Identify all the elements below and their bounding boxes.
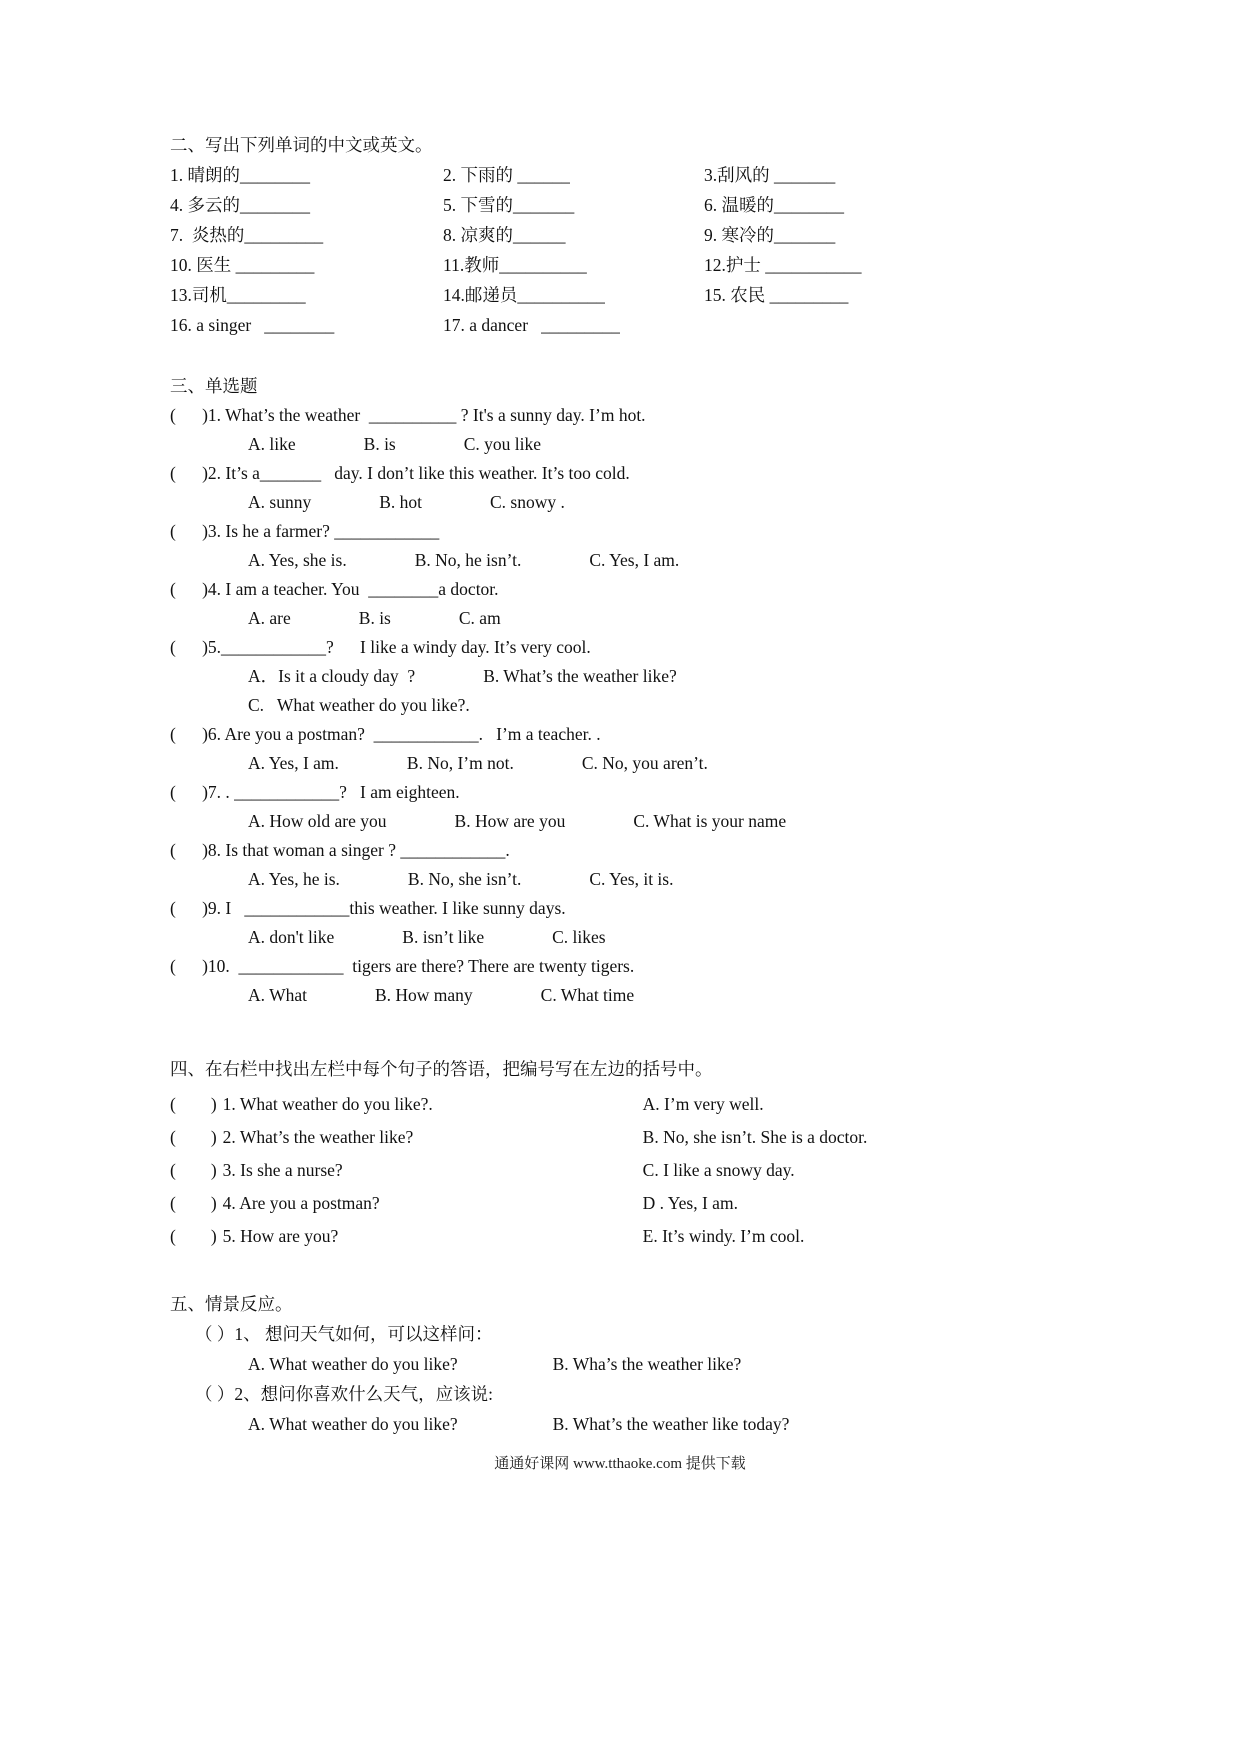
answer-option: B. Wha’s the weather like? (552, 1354, 742, 1374)
option-line (170, 662, 970, 691)
answer-option: A. Yes, she is. (248, 550, 347, 570)
section-vocabulary (170, 130, 970, 340)
mcq-question (170, 401, 970, 459)
match-question: 2. What’s the weather like? (222, 1127, 414, 1147)
scenario-question (170, 1379, 970, 1439)
question-stem-line (170, 575, 970, 604)
mcq-question (170, 952, 970, 1010)
vocab-item: 17. a dancer _________ (443, 315, 620, 335)
question-stem-line (170, 836, 970, 865)
option-line (170, 981, 970, 1010)
option-line (170, 807, 970, 836)
question-stem: 2. It’s a_______ day. I don’t like this weather. It’s too cold. (207, 463, 630, 483)
match-answer: C. I like a snowy day. (642, 1160, 795, 1180)
vocab-item: 12.护士 ___________ (704, 255, 862, 275)
section-multiple-choice (170, 372, 970, 1010)
question-stem-line (170, 894, 970, 923)
answer-bracket: ( ) (170, 521, 208, 541)
answer-option: C. Yes, I am. (589, 550, 680, 570)
question-stem: 9. I ____________this weather. I like sunny days. (207, 898, 566, 918)
document-content (170, 130, 970, 1439)
answer-bracket: ( ) (170, 1193, 217, 1213)
question-stem: 4. I am a teacher. You ________a doctor. (207, 579, 499, 599)
answer-bracket: ( ) (170, 782, 208, 802)
question-stem-line (170, 720, 970, 749)
vocab-item: 13.司机_________ (170, 285, 306, 305)
vocab-item: 7. 炎热的_________ (170, 225, 324, 245)
question-stem: 7. . ____________? I am eighteen. (207, 782, 460, 802)
option-line (170, 604, 970, 633)
question-stem: 5.____________? I like a windy day. It’s very cool. (207, 637, 591, 657)
vocab-item: 14.邮递员__________ (443, 285, 605, 305)
answer-bracket: ( ) (170, 840, 208, 860)
match-question: 5. How are you? (222, 1226, 339, 1246)
answer-option: C. What is your name (633, 811, 787, 831)
question-stem-line (170, 952, 970, 981)
mcq-question (170, 517, 970, 575)
vocabulary-list (170, 160, 970, 340)
answer-bracket: ( ) (170, 405, 208, 425)
option-line (170, 923, 970, 952)
answer-option: A. sunny (248, 492, 312, 512)
question-stem-line (170, 778, 970, 807)
answer-option: A. are (248, 608, 291, 628)
option-line (170, 1349, 970, 1379)
answer-option: B. What’s the weather like today? (552, 1414, 790, 1434)
answer-option: B. No, she isn’t. (407, 869, 522, 889)
answer-bracket: ( ) (170, 579, 208, 599)
matching-row (170, 1220, 970, 1253)
vocab-item: 15. 农民 _________ (704, 285, 849, 305)
section-vocabulary-title: 二、写出下列单词的中文或英文。 (170, 135, 433, 155)
question-stem-line (170, 1379, 970, 1409)
section-matching (170, 1054, 970, 1253)
section-matching-title: 四、在右栏中找出左栏中每个句子的答语，把编号写在左边的括号中。 (170, 1059, 713, 1079)
answer-option: B. No, I’m not. (406, 753, 514, 773)
scenario-question (170, 1319, 970, 1379)
question-stem-line (170, 459, 970, 488)
mcq-question (170, 720, 970, 778)
match-answer: B. No, she isn’t. She is a doctor. (642, 1127, 868, 1147)
question-stem-line (170, 1319, 970, 1349)
answer-option: C. likes (552, 927, 606, 947)
answer-option: A. What (248, 985, 307, 1005)
option-line (170, 488, 970, 517)
answer-option: C. snowy . (490, 492, 565, 512)
match-answer: D . Yes, I am. (642, 1193, 738, 1213)
answer-bracket: ( ) (170, 1160, 217, 1180)
answer-option: C. No, you aren’t. (581, 753, 708, 773)
option-line (170, 1409, 970, 1439)
answer-option: A. don't like (248, 927, 335, 947)
matching-row (170, 1154, 970, 1187)
vocab-item: 9. 寒冷的_______ (704, 225, 836, 245)
answer-option: B. No, he isn’t. (414, 550, 522, 570)
section-scenario (170, 1289, 970, 1439)
mcq-question (170, 894, 970, 952)
matching-row (170, 1187, 970, 1220)
answer-option: B. is (358, 608, 391, 628)
answer-option: A. Yes, I am. (248, 753, 339, 773)
answer-bracket: ( ) (170, 898, 208, 918)
question-stem: 6. Are you a postman? ____________. I’m a teacher. . (207, 724, 601, 744)
vocab-item: 8. 凉爽的______ (443, 225, 566, 245)
matching-row (170, 1088, 970, 1121)
mcq-question (170, 459, 970, 517)
mcq-question (170, 836, 970, 894)
vocab-item: 2. 下雨的 ______ (443, 165, 570, 185)
match-question: 3. Is she a nurse? (222, 1160, 343, 1180)
answer-option: C. am (458, 608, 501, 628)
answer-option: B. is (363, 434, 396, 454)
question-stem-line (170, 401, 970, 430)
answer-option: A. like (248, 434, 296, 454)
match-answer: A. I’m very well. (642, 1094, 764, 1114)
option-line (170, 749, 970, 778)
option-line (170, 691, 970, 720)
answer-option: A．Is it a cloudy day ? (248, 666, 416, 686)
answer-bracket: ( ) (170, 1127, 217, 1147)
option-line (170, 546, 970, 575)
option-line (170, 430, 970, 459)
match-answer: E. It’s windy. I’m cool. (642, 1226, 805, 1246)
answer-option: B. isn’t like (402, 927, 485, 947)
vocab-item: 11.教师__________ (443, 255, 587, 275)
answer-option: C. What weather do you like?. (248, 695, 470, 715)
answer-option: B. hot (379, 492, 422, 512)
matching-row (170, 1121, 970, 1154)
question-stem: 8. Is that woman a singer ? ____________. (207, 840, 510, 860)
option-line (170, 865, 970, 894)
mcq-question (170, 575, 970, 633)
answer-option: A. How old are you (248, 811, 387, 831)
answer-option: C. Yes, it is. (589, 869, 674, 889)
mcq-question (170, 778, 970, 836)
answer-option: A. Yes, he is. (248, 869, 340, 889)
match-question: 4. Are you a postman? (222, 1193, 380, 1213)
answer-option: A. What weather do you like? (248, 1414, 458, 1434)
section-scenario-title: 五、情景反应。 (170, 1294, 293, 1314)
answer-bracket: ( ) (170, 956, 208, 976)
section-multiple-choice-title: 三、单选题 (170, 376, 258, 396)
answer-option: A. What weather do you like? (248, 1354, 458, 1374)
vocab-item: 4. 多云的________ (170, 195, 310, 215)
answer-bracket: ( ) (170, 637, 208, 657)
answer-option: C. What time (540, 985, 635, 1005)
answer-bracket: （ ） (195, 1384, 235, 1404)
vocab-item: 3.刮风的 _______ (704, 165, 836, 185)
question-stem: 3. Is he a farmer? ____________ (207, 521, 440, 541)
question-stem-line (170, 517, 970, 546)
question-stem: 10. ____________ tigers are there? There are twenty tigers. (207, 956, 635, 976)
answer-bracket: ( ) (170, 463, 208, 483)
vocab-item: 1. 晴朗的________ (170, 165, 310, 185)
vocab-item: 5. 下雪的_______ (443, 195, 575, 215)
question-stem-line (170, 633, 970, 662)
answer-bracket: ( ) (170, 1094, 217, 1114)
vocab-item: 16. a singer ________ (170, 315, 335, 335)
question-stem: 1、 想问天气如何，可以这样问： (234, 1324, 493, 1344)
mcq-question-list (170, 401, 970, 1010)
mcq-question (170, 633, 970, 720)
answer-bracket: ( ) (170, 1226, 217, 1246)
question-stem: 2、想问你喜欢什么天气，应该说: (234, 1384, 493, 1404)
matching-list (170, 1088, 970, 1253)
answer-bracket: ( ) (170, 724, 208, 744)
page-footer: 通通好课网 www.tthaoke.com 提供下载 (494, 1456, 746, 1472)
scenario-list (170, 1319, 970, 1439)
answer-option: B. What’s the weather like? (483, 666, 677, 686)
vocab-item: 10. 医生 _________ (170, 255, 315, 275)
vocab-item: 6. 温暖的________ (704, 195, 844, 215)
answer-bracket: （ ） (195, 1324, 235, 1344)
answer-option: B. How are you (454, 811, 566, 831)
question-stem: 1. What’s the weather __________ ? It's a sunny day. I’m hot. (207, 405, 646, 425)
answer-option: C. you like (463, 434, 542, 454)
match-question: 1. What weather do you like?. (222, 1094, 433, 1114)
answer-option: B. How many (374, 985, 473, 1005)
